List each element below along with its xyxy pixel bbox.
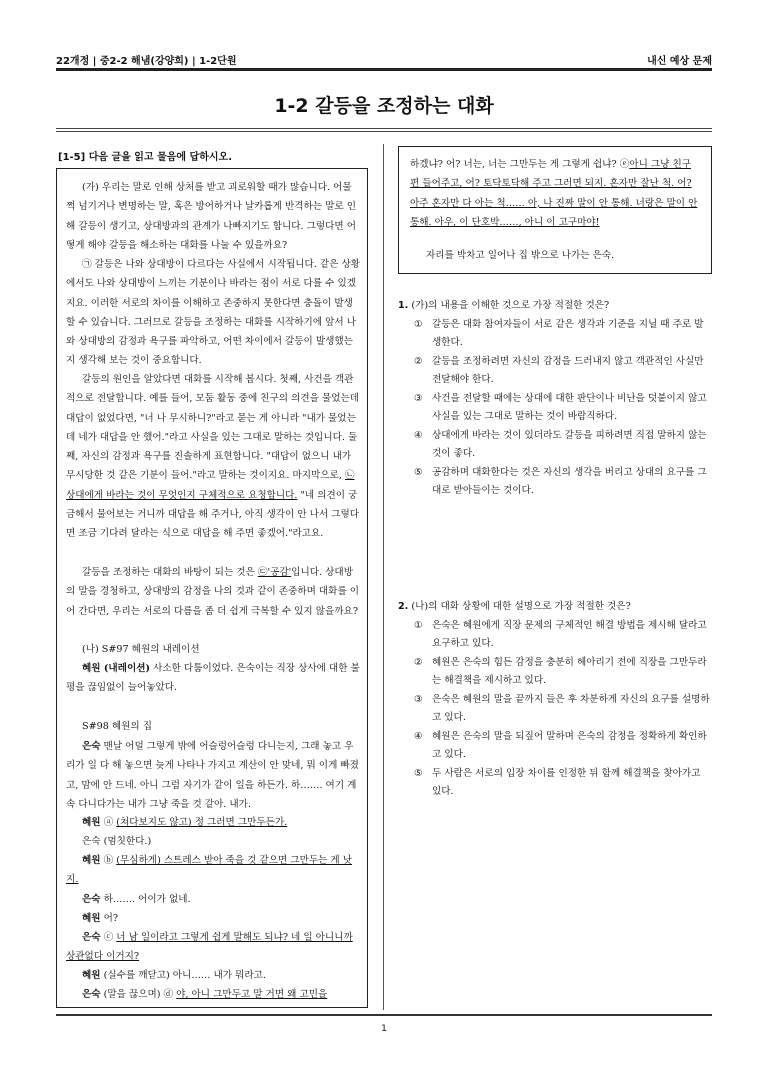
dialogue-text: 맨날 어덜 그렇게 밖에 어슬렁어슬렁 다니는지, 그래 놓고 우리가 일 다 해 놓으면 늦게 나타나 가지고 계산이 안 맞네, 뭐 이게 빠졌고, 맘에 안 드네. 아니 그럼 자기가 같이 일을 하든가. 하……. 여기 계속 다니다가는 내가 그냥 죽을 것 같아. 내가. [66,741,359,810]
dialogue-text: 하……. 어이가 없네. [100,894,191,905]
stage-direction: 자리를 박차고 일어나 집 밖으로 나가는 은숙. [426,250,615,261]
text-span: 입니다. 상대방의 말을 경청하고, 상대방의 감정을 나의 것과 같이 존중하며 대화를 이어 간다면, 우리는 서로의 다름을 좀 더 쉽게 극복할 수 있지 않을까요? [66,567,360,617]
title-rule-bottom [56,131,712,132]
option-marker: ② [414,355,423,367]
option-3[interactable] [414,390,710,427]
option-marker: ① [414,318,423,330]
passage-ga-paragraph-3 [66,370,360,544]
option-marker: ③ [414,392,423,404]
speaker-name: 혜원 [82,913,101,924]
text-span: 하겠냐? 어? 너는, 너는 그만두는 게 그렇게 쉽냐? ⓔ [410,159,630,170]
script-line [66,966,360,985]
footer-rule [56,1014,712,1016]
script-line [66,928,360,967]
passage-ga-paragraph-1: (가) 우리는 말로 인해 상처를 받고 괴로워할 때가 많습니다. 어물쩍 넘기거나 변명하는 말, 혹은 방어하거나 날카롭게 반격하는 말로 인해 갈등이 생기고, 상대방과의 관계가 나빠지기도 합니다. 그렇다면 어떻게 해야 갈등을 해소하는 대화를 나눌 수 있을까요? [66,182,356,251]
option-marker: ⑤ [414,466,423,478]
option-3[interactable] [414,691,710,728]
option-text: 은숙은 혜원에게 직장 문제의 구체적인 해결 방법을 제시해 달라고 요구하고 있다. [432,619,707,649]
options-list [398,617,710,802]
scene-98-heading: S#98 혜원의 집 [82,721,152,732]
script-line [66,737,360,814]
dialogue-text: ⓒ [100,932,117,943]
option-marker: ③ [414,693,423,705]
question-text: (가)의 내용을 이해한 것으로 가장 적절한 것은? [411,300,610,311]
option-5[interactable] [414,765,710,802]
underlined-phrase-c: ㉢'공감' [257,567,292,578]
question-number: 1. [398,300,409,311]
script-line [66,909,360,928]
header-course-info: 22개정 | 중2-2 해냄(강양희) | 1-2단원 [56,56,237,67]
dialogue-text: (말을 끊으며) ⓓ [100,989,177,1000]
passage-ga-paragraph-2: ㉠ 갈등은 나와 상대방이 다르다는 사실에서 시작됩니다. 같은 상황에서도 나와 상대방이 느끼는 기분이나 바라는 점이 서로 다를 수 있겠지요. 이러한 서로의 차이를 이해하고 존중하지 못한다면 충돌이 발생할 수 있습니다. 그러므로 갈등을 조정하는 대화를 시작하기에 앞서 나와 상대방의 감정과 욕구를 파악하고, 어떤 차이에서 갈등이 발생했는지 생각해 보는 것이 중요합니다. [66,259,360,367]
option-text: 상대에게 바라는 것이 있더라도 갈등을 피하려면 직접 말하지 않는 것이 좋다. [432,429,707,459]
option-marker: ④ [414,730,423,742]
option-text: 갈등을 조정하려면 자신의 감정을 드러내지 않고 객관적인 사실만 전달해야 한다. [432,355,704,385]
option-4[interactable] [414,728,710,765]
option-marker: ④ [414,429,423,441]
dialogue-text: ⓐ [100,817,117,828]
dialogue-text: ⓑ [100,855,117,866]
option-text: 두 사람은 서로의 입장 차이를 인정한 뒤 함께 해결책을 찾아가고 있다. [432,767,701,797]
underlined-phrase-b2: (무심하게) 스트레스 받아 죽을 것 같으면 그만두는 게 낫지. [66,855,353,886]
script-line [66,851,360,890]
underlined-phrase-d: 야, 아니 그만두고 말 거면 왜 고민을 [176,989,328,1000]
option-text: 혜원은 은숙의 말을 되짚어 말하며 은숙의 감정을 정확하게 확인하고 있다. [432,730,707,760]
script-line [66,813,360,832]
title-rule-top [56,128,712,129]
scene-97-heading: (나) S#97 혜원의 내레이션 [82,644,200,655]
speaker-name: 혜원 [82,817,101,828]
option-text: 사건을 전달할 때에는 상대에 대한 판단이나 비난을 덧붙이지 않고 사실을 있는 그대로 말하는 것이 바람직하다. [432,392,707,422]
option-4[interactable] [414,427,710,464]
script-line: 은숙 (멈칫한다.) [82,836,152,847]
speaker-name: 혜원 (내레이션) [82,663,151,674]
speaker-name: 은숙 [82,989,101,1000]
speaker-name: 은숙 [82,932,101,943]
text-span: "네 의견이 궁금해서 물어보는 거니까 대답을 해 주거나, 아직 생각이 안 나서 그렇다면 조금 기다려 달라는 식으로 대답을 해 주면 좋겠어."라고요. [66,489,360,540]
question-2 [398,598,710,802]
question-1 [398,297,710,501]
option-text: 혜원은 은숙의 힘든 감정을 충분히 헤아리기 전에 직장을 그만두라는 해결책을 제시하고 있다. [432,656,707,686]
header-exam-label: 내신 예상 문제 [647,56,712,67]
dialogue-text: 사소한 다툼이었다. 은숙이는 직장 상사에 대한 불평을 끊임없이 늘어놓았다. [66,663,360,694]
page-number: 1 [381,1024,387,1034]
question-number: 2. [398,601,409,612]
option-marker: ⑤ [414,767,423,779]
header-rule [56,68,712,71]
underlined-phrase-b: ㉡상대에게 바라는 것이 무엇인지 구체적으로 요청합니다. [66,470,355,501]
question-stem [398,598,710,617]
text-span: 갈등을 조정하는 대화의 바탕이 되는 것은 [82,567,258,578]
speaker-name: 은숙 [82,894,101,905]
underlined-phrase-a: (쳐다보지도 않고) 정 그러면 그만두든가. [116,817,288,828]
option-marker: ① [414,619,423,631]
option-2[interactable] [414,654,710,691]
underlined-phrase-c2: 너 남 일이라고 그렇게 쉽게 말해도 되냐? 네 일 아니니까 상관없다 이거지? [66,932,353,963]
option-2[interactable] [414,353,710,390]
instruction: [1-5] 다음 글을 읽고 물음에 답하시오. [58,152,232,163]
script-line [66,659,360,698]
option-text: 갈등은 대화 참여자들이 서로 같은 생각과 기준을 지닐 때 주로 발생한다. [432,318,704,348]
underlined-phrase-e: 아니 그냥 친구 편 들어주고, 어? 토닥토닥해 주고 그러면 되지. 혼자만 잘난 척. 어? 아주 혼자만 다 아는 척…… 아, 나 진짜 말이 안 통해. 너랑은 말이 안 통해. 아우, 이 단호박……, 아니 이 고구마야! [410,159,698,228]
script-line [66,890,360,909]
passage-ga-paragraph-4 [66,563,360,621]
speaker-name: 혜원 [82,855,101,866]
dialogue-text: 어? [100,913,119,924]
options-list [398,316,710,501]
question-stem [398,297,710,316]
continuation-text [410,155,702,232]
script-line [66,985,360,1004]
page-title: 1-2 갈등을 조정하는 대화 [274,95,494,117]
option-text: 공감하며 대화한다는 것은 자신의 생각을 버리고 상대의 요구를 그대로 받아들이는 것이다. [432,466,707,496]
question-text: (나)의 대화 상황에 대한 설명으로 가장 적절한 것은? [411,601,631,612]
option-text: 은숙은 혜원의 말을 끝까지 들은 후 차분하게 자신의 요구를 설명하고 있다. [432,693,710,723]
speaker-name: 은숙 [82,741,101,752]
text-span: 갈등의 원인을 알았다면 대화를 시작해 봅시다. 첫째, 사건을 객관적으로 전달합니다. 예를 들어, 모둠 활동 중에 친구의 의견을 물었는데 대답이 없었다면, "너 나 무시하니?"라고 묻는 게 아니라 "내가 물었는데 네가 대답을 안 했어."라고 사실을 있는 그대로 말하는 것입니다. 둘째, 자신의 감정과 욕구를 진솔하게 표현합니다. "대답이 없으니 내가 무시당한 것 같은 기분이 들어."라고 말하는 것이지요. 마지막으로, [66,374,360,482]
speaker-name: 혜원 [82,970,101,981]
option-1[interactable] [414,316,710,353]
dialogue-text: (실수를 깨닫고) 아니…… 내가 뭐라고. [100,970,266,981]
column-divider [383,144,384,1010]
option-1[interactable] [414,617,710,654]
option-5[interactable] [414,464,710,501]
option-marker: ② [414,656,423,668]
